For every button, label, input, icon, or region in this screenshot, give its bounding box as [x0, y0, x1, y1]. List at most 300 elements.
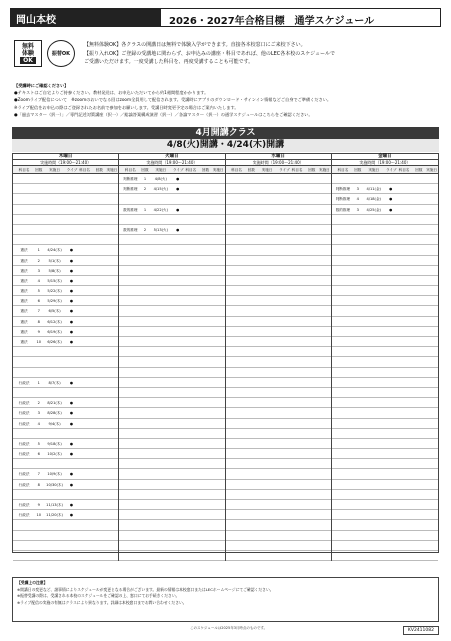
table-cell [106, 459, 119, 468]
table-cell [413, 551, 426, 560]
table-cell [318, 174, 331, 183]
table-cell [173, 429, 182, 438]
table-cell [362, 500, 386, 509]
table-cell [93, 266, 106, 276]
table-cell [354, 245, 361, 254]
table-cell [425, 194, 438, 204]
table-cell [279, 225, 288, 234]
table-cell [386, 235, 396, 244]
table-row [13, 276, 118, 286]
table-cell [305, 306, 318, 315]
table-cell [413, 194, 426, 204]
table-cell [396, 235, 413, 244]
table-cell [318, 541, 331, 550]
table-cell [425, 408, 438, 417]
table-cell [396, 245, 413, 254]
table-cell [173, 296, 182, 305]
table-cell [396, 469, 413, 478]
table-cell [35, 184, 42, 193]
intro-line-2: 【振り入れOK】ご登録の受講地に関わらず、お申込みの講座・科目であれば、他のLEC各本校のスケジュールで [84, 50, 335, 57]
table-cell: ● [69, 411, 73, 416]
table-cell [149, 531, 173, 540]
table-cell [289, 266, 306, 275]
table-cell [396, 408, 413, 417]
table-cell [354, 368, 361, 377]
table-cell [141, 347, 148, 356]
table-cell [289, 520, 306, 529]
table-cell [279, 408, 288, 417]
table-cell [425, 480, 438, 489]
table-cell [248, 347, 255, 356]
table-cell: 憲法 [20, 340, 28, 344]
table-cell [318, 459, 331, 468]
table-cell [182, 531, 199, 540]
table-cell [362, 357, 386, 366]
table-cell [318, 531, 331, 540]
table-cell [106, 541, 119, 550]
table-cell [182, 317, 199, 326]
table-cell [413, 225, 426, 234]
table-cell [305, 337, 318, 346]
table-cell [199, 459, 212, 468]
table-cell [141, 296, 148, 305]
table-cell [182, 327, 199, 336]
table-cell [119, 500, 141, 509]
table-cell [199, 469, 212, 478]
table-row [13, 378, 118, 388]
table-cell [106, 419, 119, 429]
table-row [226, 520, 331, 530]
table-row [226, 337, 331, 347]
table-cell [76, 235, 93, 244]
table-cell [182, 276, 199, 285]
table-cell [425, 235, 438, 244]
table-cell [119, 398, 141, 407]
table-cell [289, 531, 306, 540]
table-cell: 行政法 [18, 421, 30, 426]
table-cell [199, 266, 212, 275]
table-row [332, 449, 438, 459]
table-cell [289, 398, 306, 407]
table-cell [413, 327, 426, 336]
table-cell [173, 439, 182, 448]
table-row [226, 490, 331, 500]
table-cell [173, 469, 182, 478]
table-cell [199, 551, 212, 560]
table-cell [354, 276, 361, 285]
table-cell [248, 429, 255, 438]
column-header-cell: 実施日 [212, 168, 224, 172]
table-cell [279, 541, 288, 550]
table-cell [425, 347, 438, 356]
table-row [13, 510, 118, 520]
column-day: 木曜日 [13, 154, 118, 160]
table-cell [413, 184, 426, 194]
table-cell [248, 480, 255, 489]
table-cell [173, 520, 182, 529]
table-cell [182, 388, 199, 397]
table-cell: 行政法 [18, 503, 30, 507]
table-cell [141, 551, 148, 560]
table-cell [318, 347, 331, 356]
table-cell [212, 296, 225, 305]
table-cell [305, 398, 318, 407]
table-cell [386, 398, 396, 407]
table-cell [199, 286, 212, 295]
column-header-cell: 回数 [35, 168, 43, 172]
column-header-cell: 科目名 [124, 168, 136, 172]
table-cell [76, 531, 93, 540]
table-cell [396, 225, 413, 234]
table-cell: 6/26(木) [47, 340, 62, 344]
schedule-column [226, 154, 332, 561]
table-cell: 7 [37, 309, 40, 314]
table-cell [362, 551, 386, 560]
table-cell [362, 378, 386, 387]
table-cell [76, 500, 93, 510]
intro-line-1: 【無料体験OK】各クラスの開講日は無料で体験入学ができます。直接各本校窓口にご来校下さい。 [84, 42, 306, 48]
table-cell [182, 449, 199, 458]
table-cell [93, 205, 106, 214]
table-row [119, 215, 224, 225]
table-cell [76, 205, 93, 214]
note-4: ●「過去マスター（択一）」／専門記述対策講座（択一）／総論答案構成演習（択一）／各論マスター（択一）の通学スケジュールはこちらをご確認ください。 [14, 111, 313, 117]
table-cell [425, 357, 438, 366]
table-cell: ● [69, 258, 73, 263]
table-cell [255, 388, 279, 397]
table-cell [425, 327, 438, 336]
table-cell [386, 296, 396, 305]
table-cell [35, 459, 42, 468]
table-cell [35, 531, 42, 540]
table-cell [386, 541, 396, 550]
table-cell [106, 531, 119, 540]
table-cell [413, 541, 426, 550]
free-trial-logo [14, 40, 42, 67]
table-cell [76, 449, 93, 459]
table-cell: 9/18(木) [47, 441, 62, 446]
table-cell [212, 398, 225, 407]
table-cell [141, 245, 148, 254]
table-cell [76, 419, 93, 429]
table-cell [212, 194, 225, 203]
table-cell [305, 490, 318, 499]
table-cell [248, 276, 255, 285]
table-cell [93, 480, 106, 490]
table-row [332, 245, 438, 255]
table-cell [35, 388, 42, 397]
table-cell [318, 510, 331, 519]
class-banner-title: 4月開講クラス [12, 127, 439, 139]
table-cell [289, 419, 306, 428]
table-cell: ● [69, 299, 73, 304]
table-row [119, 429, 224, 439]
table-row [226, 551, 331, 561]
table-cell: 憲法 [20, 248, 28, 253]
table-cell [332, 439, 354, 448]
table-cell [362, 174, 386, 183]
table-cell [354, 408, 361, 417]
table-cell [396, 480, 413, 489]
table-cell [226, 388, 248, 397]
table-cell [182, 347, 199, 356]
table-cell [332, 256, 354, 265]
column-header-cell: 回数 [141, 168, 149, 172]
table-cell [425, 276, 438, 285]
table-cell [106, 225, 119, 234]
table-cell [354, 398, 361, 407]
table-row [119, 408, 224, 418]
table-cell [106, 215, 119, 224]
table-cell [106, 449, 119, 459]
table-cell [119, 296, 141, 305]
table-cell [413, 337, 426, 346]
table-row [13, 296, 118, 306]
table-cell [362, 368, 386, 377]
table-cell [413, 235, 426, 244]
table-row [119, 286, 224, 296]
table-cell [413, 398, 426, 407]
table-row [119, 520, 224, 530]
table-cell [141, 439, 148, 448]
table-cell: 6/5(木) [48, 309, 61, 314]
transfer-ok-logo-text: 振替OK [51, 51, 71, 57]
table-cell [119, 317, 141, 326]
table-cell [248, 306, 255, 315]
table-row [226, 500, 331, 510]
table-cell [362, 337, 386, 346]
table-cell [248, 194, 255, 203]
table-cell [396, 266, 413, 275]
table-cell [413, 245, 426, 254]
table-cell [413, 439, 426, 448]
table-row [119, 266, 224, 276]
table-cell [141, 541, 148, 550]
table-cell [149, 194, 173, 203]
table-cell [212, 225, 225, 235]
table-cell [226, 245, 248, 254]
table-cell [289, 541, 306, 550]
table-cell [42, 490, 66, 499]
table-cell [305, 429, 318, 438]
table-cell [13, 194, 35, 203]
table-cell: 1 [143, 177, 147, 181]
table-cell [13, 215, 35, 224]
table-row [226, 266, 331, 276]
table-cell [289, 184, 306, 193]
table-cell [76, 490, 93, 499]
table-cell [413, 531, 426, 540]
table-cell [76, 429, 93, 438]
table-cell [332, 490, 354, 499]
table-row [13, 337, 118, 347]
table-cell [149, 245, 173, 254]
table-cell [305, 378, 318, 387]
table-row [13, 551, 118, 561]
table-cell [93, 388, 106, 397]
table-cell [182, 296, 199, 305]
table-cell [255, 469, 279, 478]
table-row [226, 469, 331, 479]
column-header-cell: 回数 [247, 168, 255, 172]
table-cell [305, 469, 318, 478]
table-cell: 10/9(木) [47, 472, 62, 477]
table-cell [386, 378, 396, 387]
table-cell [149, 500, 173, 509]
table-cell: 6 [37, 452, 40, 457]
table-cell: 4 [37, 278, 40, 283]
table-row [332, 551, 438, 561]
table-cell [425, 531, 438, 540]
table-cell [67, 225, 76, 234]
table-cell [318, 225, 331, 234]
table-cell [362, 510, 386, 519]
table-cell [199, 510, 212, 519]
table-cell [279, 378, 288, 387]
table-cell: 6/12(木) [47, 319, 62, 324]
table-cell [93, 378, 106, 388]
table-row [13, 520, 118, 530]
table-cell [362, 235, 386, 244]
table-row [332, 266, 438, 276]
table-cell [386, 469, 396, 478]
schedule-grid [12, 153, 439, 553]
table-cell [35, 174, 42, 183]
table-row [119, 398, 224, 408]
table-cell [305, 419, 318, 428]
table-row [13, 419, 118, 429]
table-cell [289, 500, 306, 509]
table-row [226, 459, 331, 469]
table-cell [332, 510, 354, 519]
table-cell [149, 286, 173, 295]
table-cell [119, 520, 141, 529]
table-row [13, 398, 118, 408]
table-cell: 5/1(木) [48, 258, 61, 263]
table-row [13, 174, 118, 184]
table-cell [396, 286, 413, 295]
notes-heading: 【受講時にご確認ください】 [14, 83, 69, 88]
table-cell [248, 551, 255, 560]
table-cell: 憲法 [20, 278, 28, 283]
table-cell [305, 296, 318, 305]
table-cell [42, 174, 66, 183]
table-cell [305, 347, 318, 356]
table-cell [305, 531, 318, 540]
table-cell [212, 551, 225, 560]
table-cell [413, 520, 426, 529]
table-cell [76, 296, 93, 306]
table-row [13, 388, 118, 398]
table-cell [318, 306, 331, 315]
table-cell [212, 429, 225, 438]
table-cell [226, 235, 248, 244]
table-row [226, 419, 331, 429]
table-cell [149, 429, 173, 438]
table-cell [119, 531, 141, 540]
table-cell: 11/20(木) [46, 513, 63, 518]
table-cell [354, 510, 361, 519]
table-cell [332, 520, 354, 529]
table-cell [212, 449, 225, 458]
table-cell [413, 368, 426, 377]
table-cell [93, 490, 106, 499]
table-cell [289, 337, 306, 346]
table-cell: 5/8(木) [48, 268, 61, 273]
table-cell [42, 388, 66, 397]
table-cell [149, 480, 173, 489]
table-cell [76, 357, 93, 366]
table-cell [67, 235, 76, 244]
table-cell [362, 296, 386, 305]
table-cell [255, 286, 279, 295]
table-cell [396, 368, 413, 377]
table-cell [149, 541, 173, 550]
table-cell [279, 337, 288, 346]
table-cell [305, 500, 318, 509]
table-cell [279, 317, 288, 326]
table-cell [42, 357, 66, 366]
table-cell [413, 500, 426, 509]
table-row [119, 490, 224, 500]
table-cell [199, 174, 212, 184]
table-cell [182, 459, 199, 468]
table-cell [76, 510, 93, 520]
table-cell [354, 551, 361, 560]
table-cell [35, 490, 42, 499]
table-row [13, 327, 118, 337]
table-cell [173, 317, 182, 326]
table-cell [141, 419, 148, 428]
table-cell [396, 439, 413, 448]
table-cell [67, 215, 76, 224]
table-cell [413, 408, 426, 417]
table-cell [199, 357, 212, 366]
table-cell [248, 235, 255, 244]
table-cell [289, 480, 306, 489]
table-cell [13, 551, 35, 560]
table-cell [182, 266, 199, 275]
table-cell [255, 306, 279, 315]
table-cell [226, 347, 248, 356]
table-cell [42, 215, 66, 224]
column-header-cell: 科目名 [18, 168, 30, 172]
table-row [332, 225, 438, 235]
table-cell [182, 357, 199, 366]
table-cell [119, 266, 141, 275]
table-row [332, 459, 438, 469]
table-cell [212, 276, 225, 285]
table-cell [182, 510, 199, 519]
transfer-ok-logo [47, 40, 75, 67]
table-cell: ● [69, 329, 73, 334]
table-cell [76, 286, 93, 296]
table-row [13, 490, 118, 500]
table-cell [248, 469, 255, 478]
table-cell [248, 531, 255, 540]
table-cell [386, 520, 396, 529]
table-cell [199, 429, 212, 438]
table-cell [106, 520, 119, 529]
table-cell [76, 388, 93, 397]
table-cell [149, 490, 173, 499]
table-cell [212, 439, 225, 448]
note-1: ●テキストはご自宅よりご持参ください。教材発送は、お申込いただいてから約1週間程度かかります。 [14, 90, 209, 96]
table-cell [93, 541, 106, 550]
table-cell [42, 459, 66, 468]
table-cell [106, 266, 119, 276]
table-cell [318, 327, 331, 336]
